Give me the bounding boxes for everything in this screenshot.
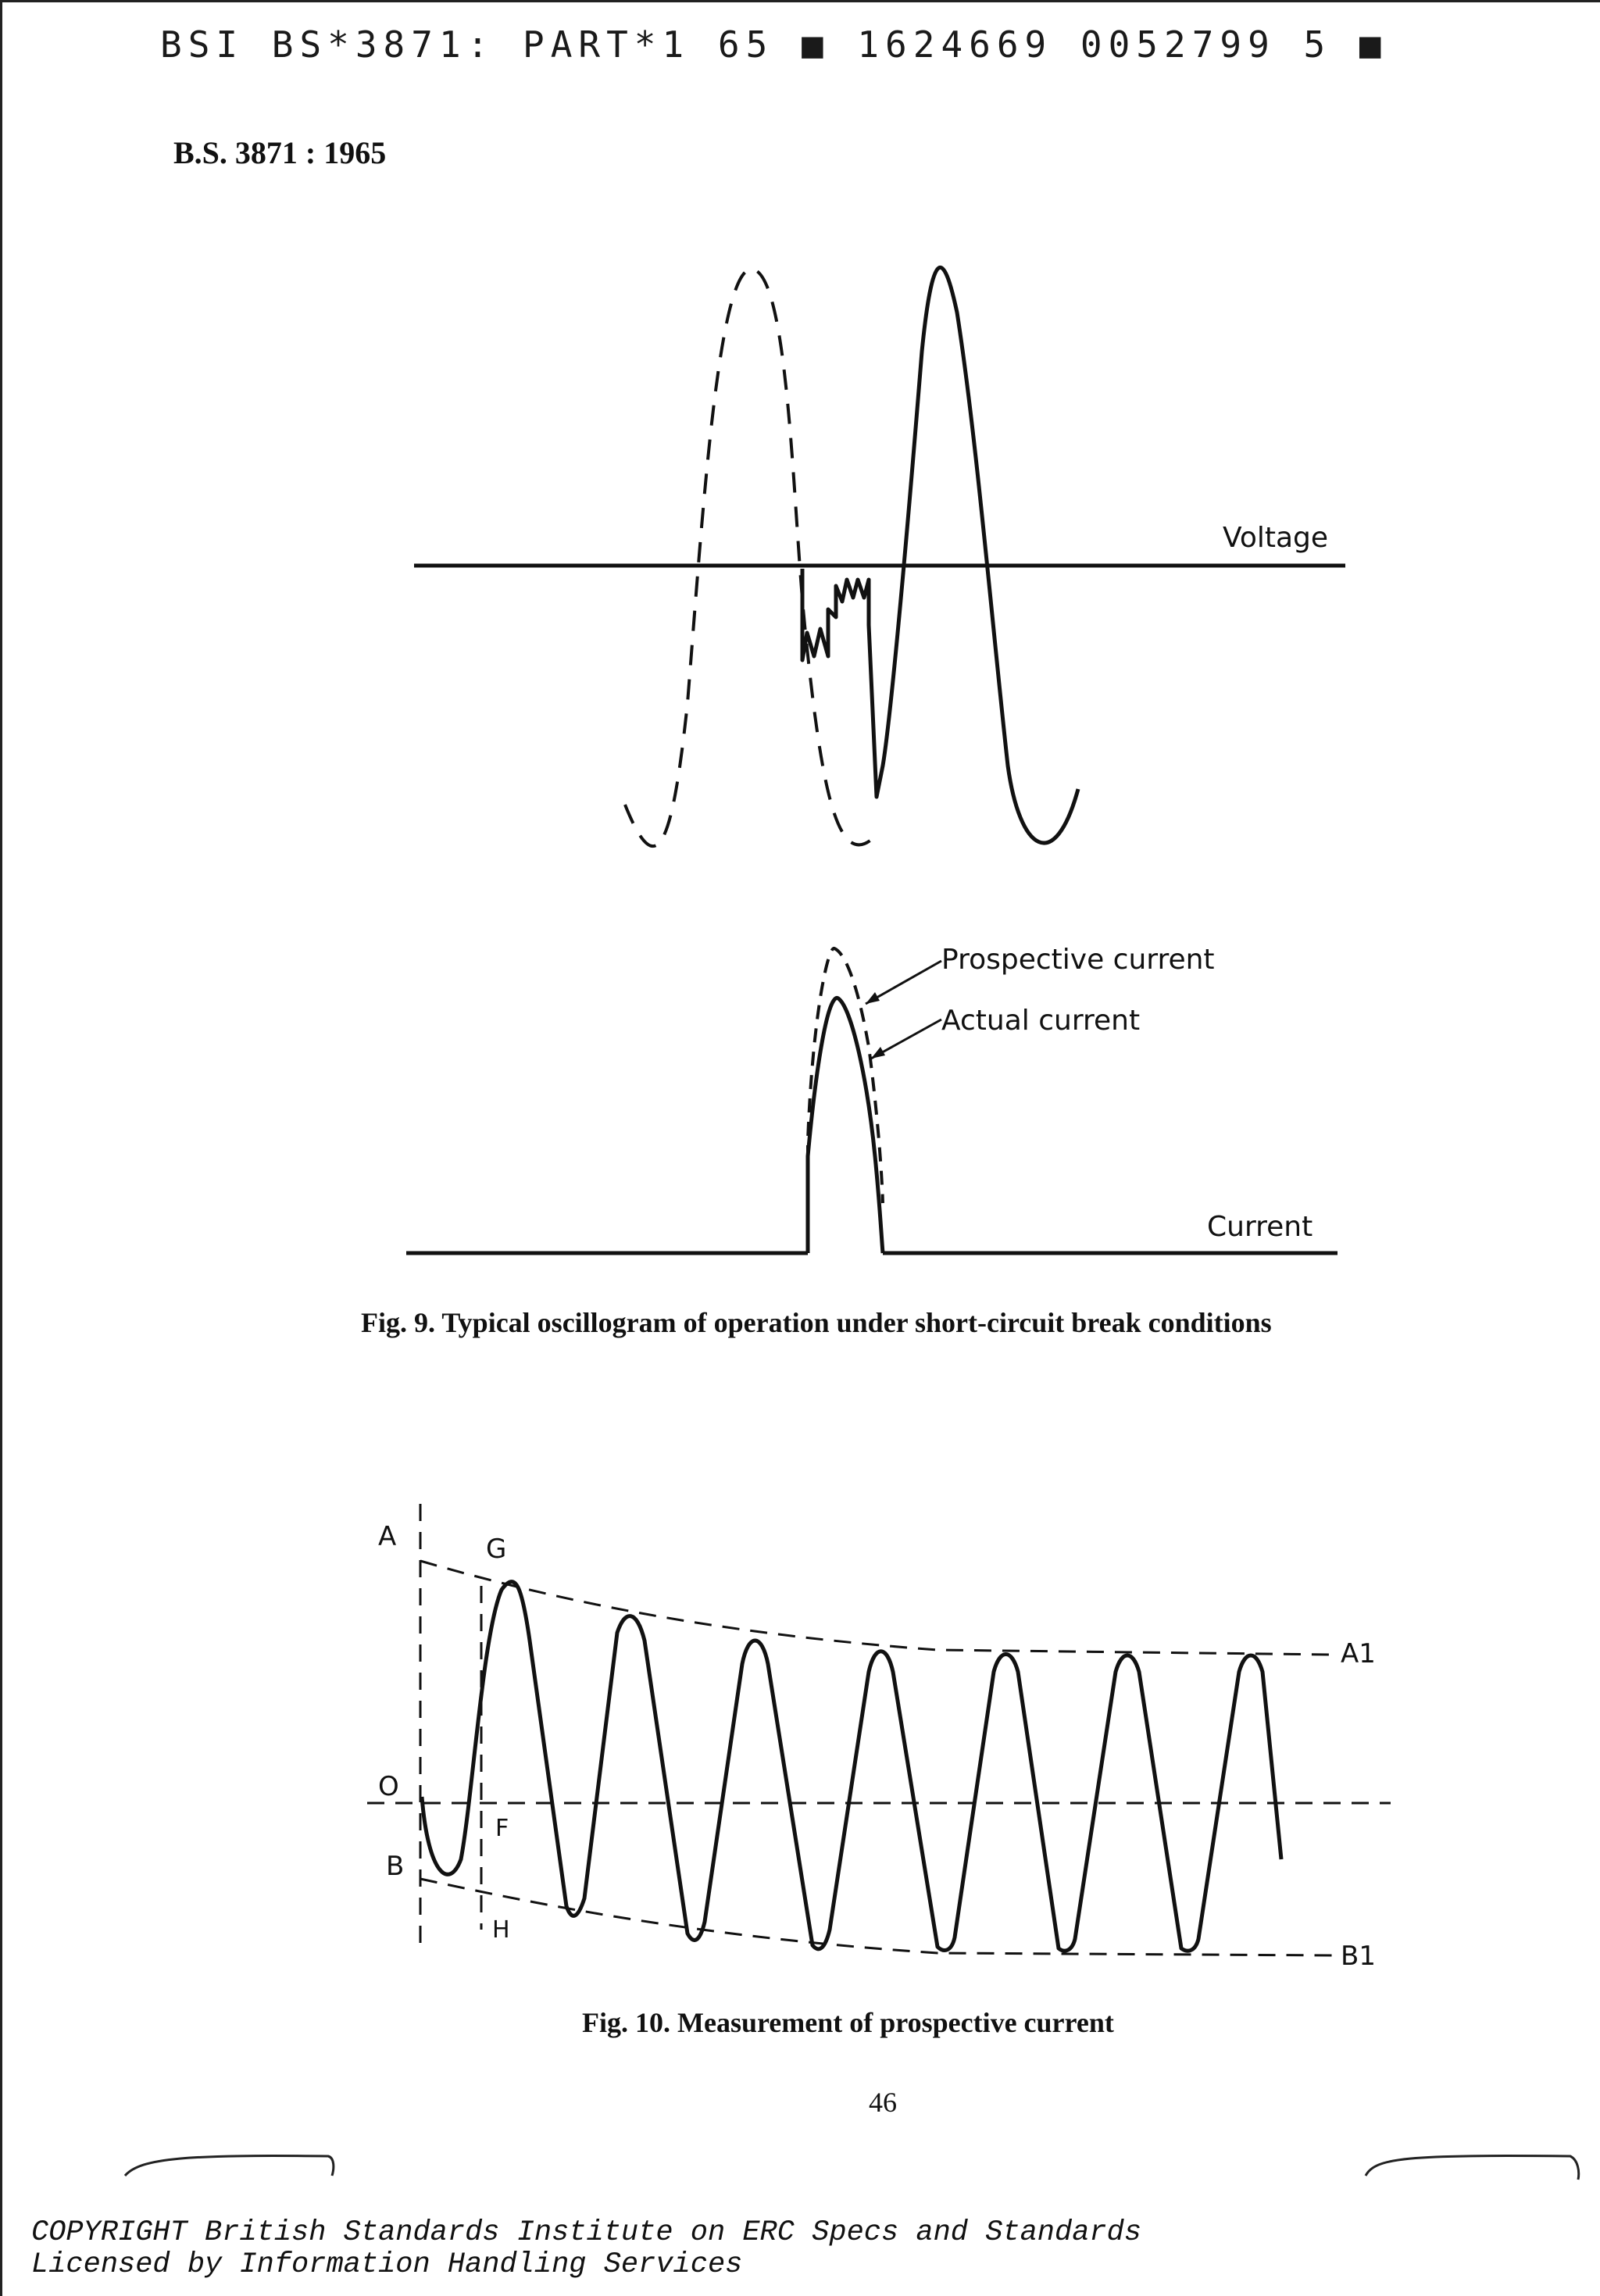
fig9-voltage-plot [414, 267, 1345, 846]
figure9-caption: Fig. 9. Typical oscillogram of operation under short-circuit break conditions [361, 1307, 1272, 1338]
prospective-arrowhead [866, 992, 880, 1004]
prospective-current-trace [808, 948, 883, 1253]
oscillation-trace [422, 1582, 1281, 1951]
label-A1: A1 [1341, 1638, 1376, 1669]
voltage-label: Voltage [1223, 522, 1329, 554]
fig10-plot [367, 1504, 1391, 1972]
prospective-current-label: Prospective current [941, 944, 1215, 976]
actual-current-label: Actual current [941, 1005, 1141, 1037]
voltage-prospective-trace [625, 269, 871, 846]
current-label: Current [1207, 1211, 1313, 1243]
label-H: H [492, 1916, 510, 1944]
label-G: G [486, 1534, 507, 1565]
voltage-actual-trace [802, 267, 1078, 843]
standard-reference: B.S. 3871 : 1965 [173, 135, 387, 170]
label-B: B [386, 1851, 405, 1882]
figure10-caption: Fig. 10. Measurement of prospective current [582, 2007, 1114, 2038]
page-number: 46 [869, 2087, 897, 2118]
fig9-current-plot [406, 944, 1338, 1253]
envelope-A-A1 [420, 1561, 1332, 1655]
label-O: O [378, 1771, 399, 1802]
footer-copyright: COPYRIGHT British Standards Institute on ERC Specs and Standards [31, 2216, 1142, 2249]
label-B1: B1 [1341, 1941, 1376, 1972]
scan-corner-right [1366, 2156, 1579, 2180]
label-F: F [495, 1815, 509, 1842]
header-code-line: BSI BS*3871: PART*1 65 ■ 1624669 0052799 5 ■ [160, 23, 1388, 66]
scan-corner-left [125, 2156, 334, 2176]
footer-license: Licensed by Information Handling Services [31, 2248, 743, 2281]
label-A: A [378, 1521, 397, 1552]
actual-arrowhead [871, 1047, 885, 1059]
actual-current-trace [808, 998, 883, 1253]
